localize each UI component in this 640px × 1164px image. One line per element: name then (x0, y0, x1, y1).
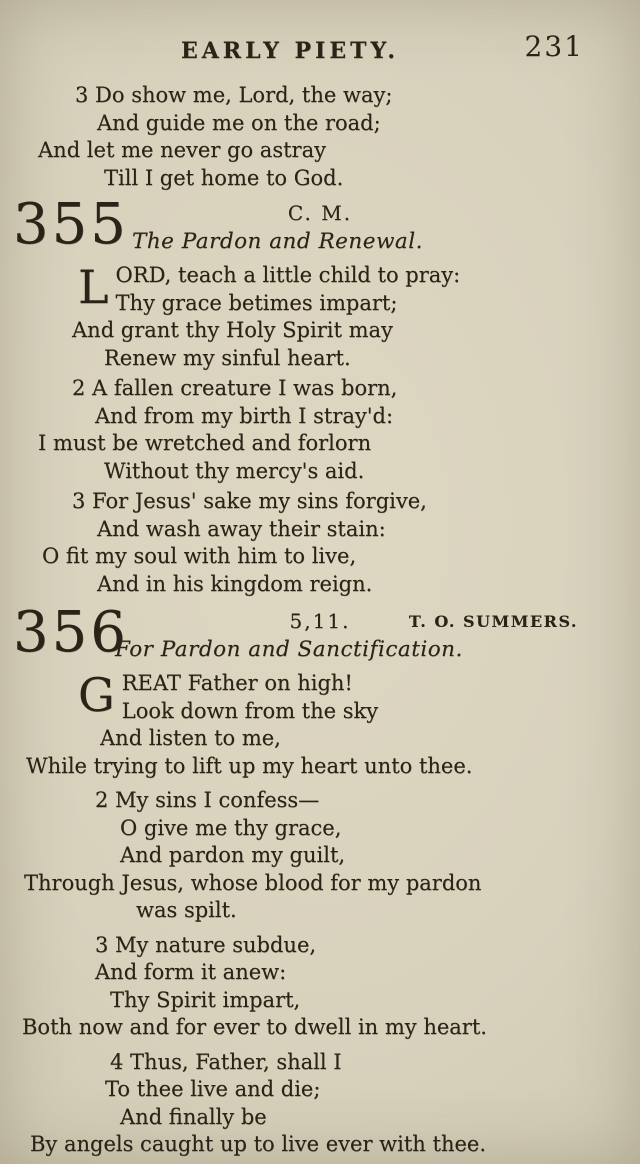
verse-line: GREAT Father on high! Look down from the sky (78, 668, 379, 723)
hymn-356-verses (20, 670, 620, 1159)
verse-line: To thee live and die; (105, 1077, 321, 1101)
verse-line: 3 My nature subdue, (95, 932, 317, 957)
verse-line: And from my birth I stray'd: (95, 403, 394, 428)
stanza (20, 1049, 620, 1159)
drop-cap: L (78, 260, 110, 314)
verse-line: I must be wretched and forlorn (38, 431, 372, 455)
stanza (20, 488, 620, 598)
verse-line: And form it anew: (95, 960, 287, 984)
verse-line: 2 My sins I confess— (95, 788, 320, 812)
stanza (20, 262, 620, 372)
verse-line: LORD, teach a little child to pray: Thy grace betimes impart; (78, 260, 461, 315)
verse-line: 3 Do show me, Lord, the way; (75, 83, 393, 107)
verse-line: And listen to me, (100, 726, 281, 750)
verse-line: Till I get home to God. (104, 165, 344, 190)
verse-line: While trying to lift up my heart unto thee. (26, 753, 473, 778)
running-title: EARLY PIETY. (180, 38, 400, 64)
verse-line: Thy Spirit impart, (110, 987, 301, 1012)
verse-line: By angels caught up to live ever with thee. (30, 1132, 487, 1156)
hymn-meter: C. M. (287, 201, 353, 225)
hymn-meter: 5,11. (289, 609, 351, 633)
verse-line: 3 For Jesus' sake my sins forgive, (72, 489, 427, 513)
page-number: 231 (524, 30, 584, 63)
verse-line: Through Jesus, whose blood for my pardon (24, 870, 482, 895)
verse-line: O give me thy grace, (120, 815, 342, 840)
stanza (20, 670, 620, 780)
verse-line: Renew my sinful heart. (104, 345, 351, 370)
hymn-355-verses (20, 262, 620, 598)
verse-line: 2 A fallen creature I was born, (72, 376, 398, 400)
verse-line: And pardon my guilt, (120, 843, 346, 867)
hymn-author: T. O. SUMMERS. (408, 612, 578, 631)
page-header (20, 30, 620, 70)
drop-cap: G (78, 668, 116, 722)
hymn-title: The Pardon and Renewal. (132, 229, 423, 254)
stanza (20, 82, 620, 192)
verse-line: 4 Thus, Father, shall I (110, 1049, 342, 1074)
verse-line: And finally be (120, 1104, 267, 1129)
stanza (20, 375, 620, 485)
continuation-verse (20, 82, 620, 192)
verse-line: O fit my soul with him to live, (42, 544, 357, 568)
hymn-number: 356 (13, 600, 129, 665)
verse-line: And in his kingdom reign. (97, 571, 373, 596)
hymn-356-header (13, 600, 620, 670)
verse-line: And wash away their stain: (97, 516, 386, 541)
hymn-number: 355 (13, 192, 129, 257)
verse-line: was spilt. (136, 898, 237, 922)
stanza (20, 787, 620, 925)
verse-line: And guide me on the road; (97, 110, 381, 135)
verse-line: And let me never go astray (38, 138, 326, 162)
hymn-title: For Pardon and Sanctification. (115, 637, 463, 662)
verse-line: Without thy mercy's aid. (104, 458, 365, 483)
stanza (20, 932, 620, 1042)
hymn-355-header (13, 192, 620, 262)
verse-line: And grant thy Holy Spirit may (72, 318, 393, 342)
verse-line: Both now and for ever to dwell in my heart. (22, 1015, 487, 1039)
